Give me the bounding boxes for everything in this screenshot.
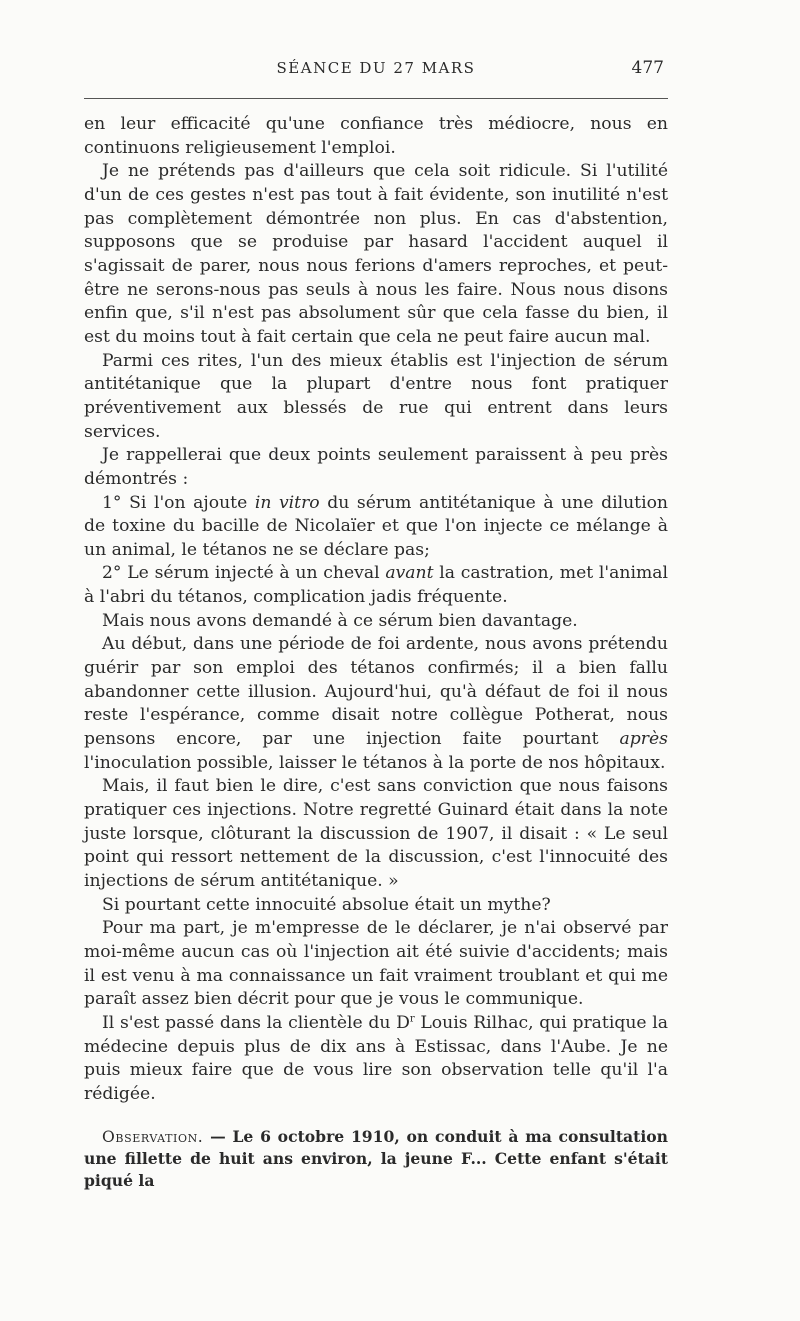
- paragraph: [84, 160, 668, 349]
- paragraph-text: Mais, il faut bien le dire, c'est sans conviction que nous faisons pratiquer ces injections. Notre regretté Guinard était dans la note juste lorsque, clôturant la discussion de 1907, il disait : « Le seul point qui ressort nettement de la discussion, c'est l'innocuité des injections de sérum antitétanique. »: [84, 776, 668, 891]
- paragraph-text: Je ne prétends pas d'ailleurs que cela soit ridicule. Si l'utilité d'un de ces gestes n'est pas tout à fait évidente, son inutilité n'est pas complètement démontrée non plus. En cas d'abstention, supposons que se produise par hasard l'accident auquel il s'agissait de parer, nous nous ferions d'amers reproches, et peut-être ne serons-nous pas seuls à nous les faire. Nous nous disons enfin que, s'il n'est pas absolument sûr que cela fasse du bien, il est du moins tout à fait certain que cela ne peut faire aucun mal.: [84, 161, 668, 347]
- paragraph-text: en leur efficacité qu'une confiance très médiocre, nous en continuons religieusement l'emploi.: [84, 114, 668, 158]
- paragraph-text: Mais nous avons demandé à ce sérum bien davantage.: [102, 610, 578, 631]
- paragraph-text: 1° Si l'on ajoute: [102, 492, 255, 513]
- italic-text: après: [619, 729, 668, 750]
- paragraph: [84, 113, 668, 160]
- paragraph: [84, 444, 668, 491]
- body-text: [84, 113, 668, 1107]
- paragraph-text: Au début, dans une période de foi ardente, nous avons prétendu guérir par son emploi des tétanos confirmés; il a bien fallu abandonner cette illusion. Aujourd'hui, qu'à défaut de foi il nous reste l'espérance, comme disait notre collègue Potherat, nous pensons encore, par une injection faite pourtant: [84, 634, 668, 750]
- paragraph: [84, 492, 668, 563]
- header-rule: [84, 98, 668, 99]
- paragraph-text: Je rappellerai que deux points seulement paraissent à peu près démontrés :: [84, 445, 668, 489]
- paragraph-text: l'inoculation possible, laisser le tétanos à la porte de nos hôpitaux.: [84, 752, 666, 773]
- paragraph-text: du sérum antitétanique à une dilution de toxine du bacille de Nicolaïer et que l'on injecte ce mélange à un animal, le tétanos ne se déclare pas;: [84, 492, 668, 560]
- paragraph: [84, 350, 668, 445]
- page-header: [84, 56, 668, 86]
- superscript: r: [409, 1013, 415, 1025]
- observation-paragraph: [84, 1126, 668, 1192]
- paragraph: [84, 775, 668, 893]
- observation-block: [84, 1126, 668, 1192]
- paragraph-text: Il s'est passé dans la clientèle du D: [102, 1012, 410, 1033]
- paragraph: [84, 633, 668, 775]
- observation-text: — Le 6 octobre 1910, on conduit à ma consultation une fillette de huit ans environ, la jeune F... Cette enfant s'était piqué la: [84, 1127, 668, 1190]
- paragraph: [84, 562, 668, 609]
- paragraph: [84, 610, 668, 634]
- page-number: 477: [631, 58, 664, 78]
- paragraph: [84, 917, 668, 1012]
- italic-text: in vitro: [254, 492, 320, 513]
- paragraph-text: Si pourtant cette innocuité absolue était un mythe?: [102, 894, 551, 915]
- paragraph-text: 2° Le sérum injecté à un cheval: [102, 563, 386, 584]
- paragraph: [84, 1012, 668, 1107]
- paragraph: [84, 894, 668, 918]
- italic-text: avant: [385, 563, 434, 584]
- paragraph-text: Pour ma part, je m'empresse de le déclarer, je n'ai observé par moi-même aucun cas où l'injection ait été suivie d'accidents; mais il est venu à ma connaissance un fait vraiment troublant et qui me paraît assez bien décrit pour que je vous le communique.: [84, 918, 668, 1010]
- running-title: SÉANCE DU 27 MARS: [276, 59, 476, 77]
- paragraph-text: Louis Rilhac, qui pratique la médecine depuis plus de dix ans à Estissac, dans l'Aube. Je ne puis mieux faire que de vous lire son observation telle qu'il l'a rédigée.: [84, 1012, 668, 1104]
- observation-label: Observation.: [102, 1128, 204, 1146]
- paragraph-text: Parmi ces rites, l'un des mieux établis est l'injection de sérum antitétanique que la plupart d'entre nous font pratiquer préventivement aux blessés de rue qui entrent dans leurs services.: [84, 350, 668, 442]
- paragraph-text: la castration, met l'animal à l'abri du tétanos, complication jadis fréquente.: [84, 563, 668, 608]
